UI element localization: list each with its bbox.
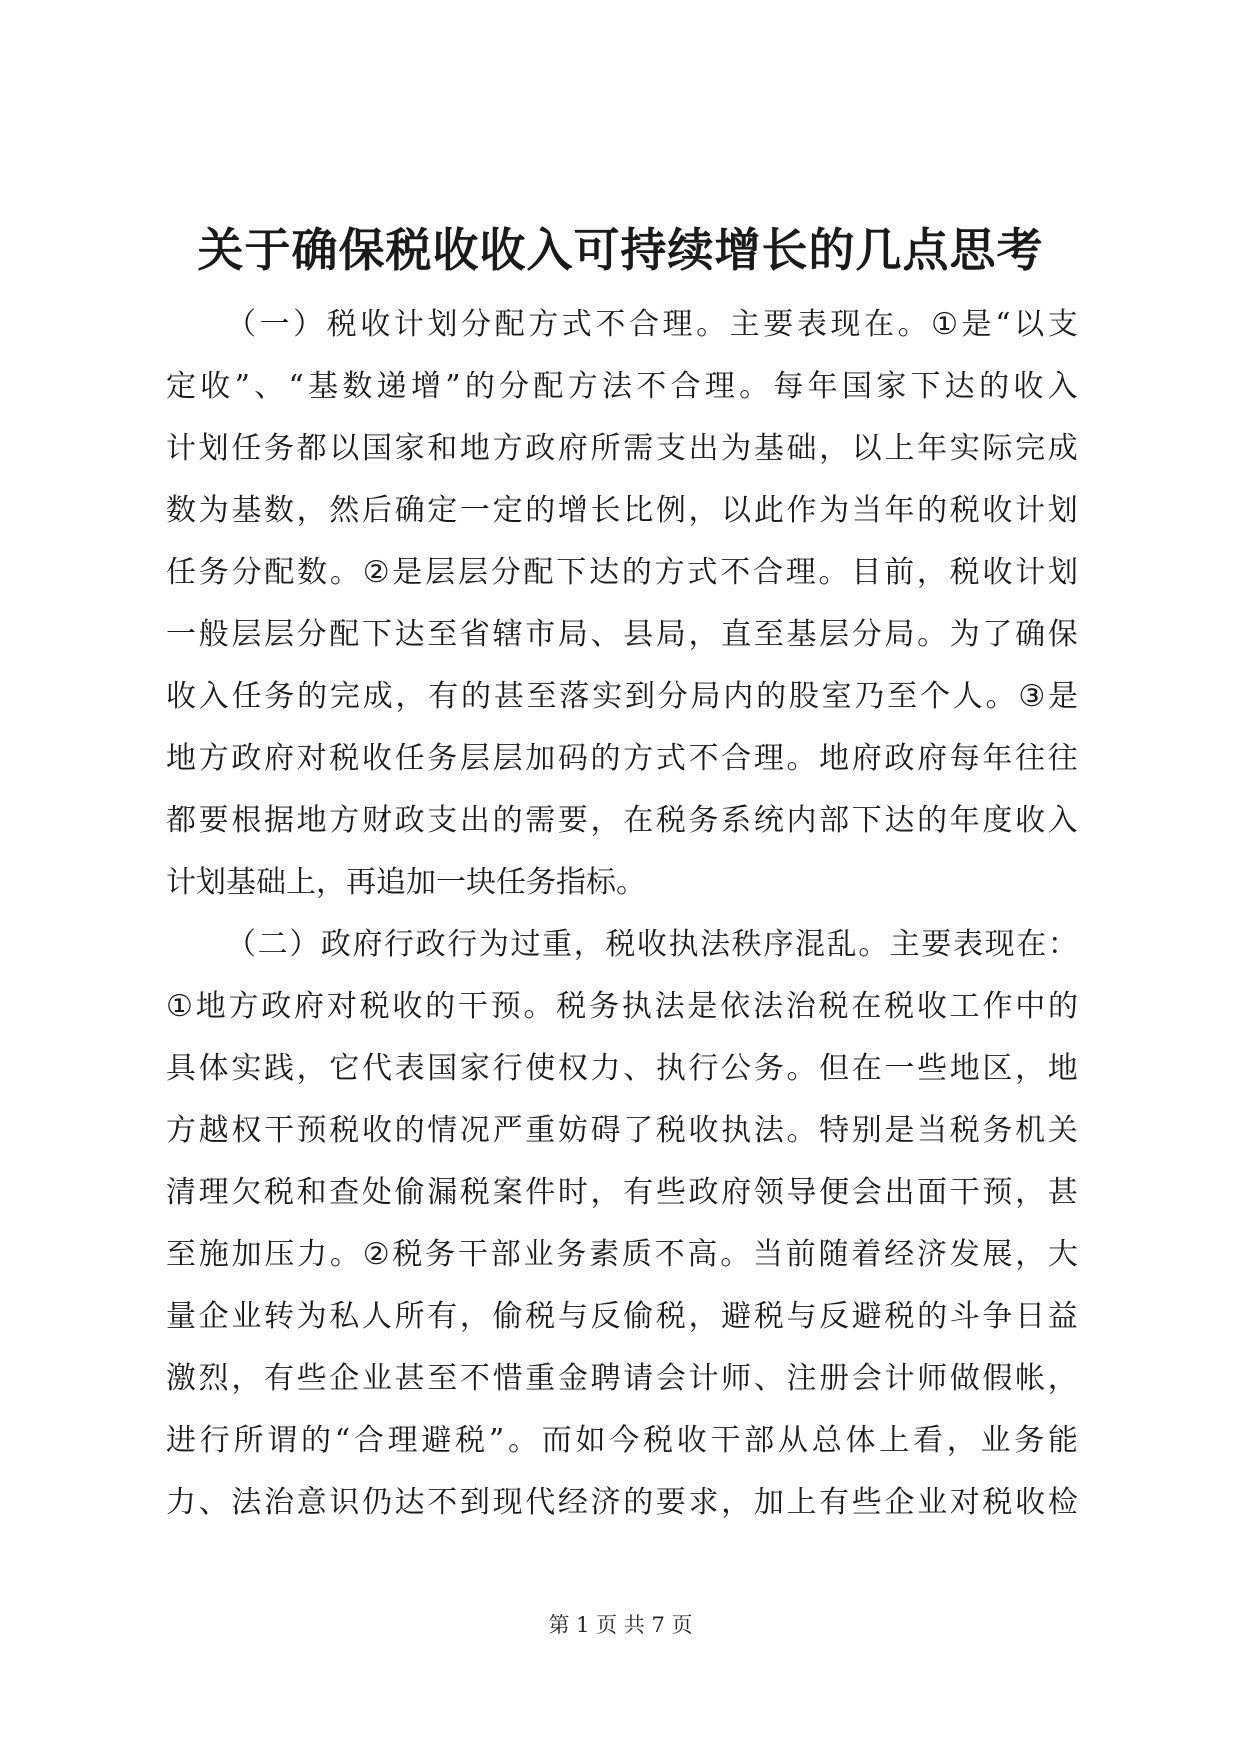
paragraph-1-line-4: 数 为 基 数 ， 然 后 确 定 一 定 的 增 长 比 例 ， 以 此 作 为 当 年 的 税 收 计 划 [166, 493, 1078, 528]
paragraph-2-line-3: 具 体 实 践 ， 它 代 表 国 家 行 使 权 力 、 执 行 公 务 。 但 在 一 些 地 区 ， 地 [166, 1051, 1078, 1086]
paragraph-2-line-1: （ 二 ） 政 府 行 政 行 为 过 重 ， 税 收 执 法 秩 序 混 乱 。 主 要 表 现 在 ： [226, 927, 1078, 962]
paragraph-1-line-1: （ 一 ） 税 收 计 划 分 配 方 式 不 合 理 。 主 要 表 现 在 。 ① 是 “ 以 支 [226, 307, 1078, 342]
paragraph-1-line-7: 收 入 任 务 的 完 成 ， 有 的 甚 至 落 实 到 分 局 内 的 股 室 乃 至 个 人 。 ③ 是 [166, 679, 1078, 714]
paragraph-1-line-10: 计划基础上，再追加一块任务指标。 [166, 865, 646, 900]
paragraph-2-line-9: 进 行 所 谓 的 “ 合 理 避 税 ” 。 而 如 今 税 收 干 部 从 总 体 上 看 ， 业 务 能 [166, 1423, 1078, 1458]
paragraph-2-line-6: 至 施 加 压 力 。 ② 税 务 干 部 业 务 素 质 不 高 。 当 前 随 着 经 济 发 展 ， 大 [166, 1237, 1078, 1272]
document-title: 关于确保税收收入可持续增长的几点思考 [197, 223, 1044, 277]
paragraph-1-line-2: 定 收 ” 、 “ 基 数 递 增 ” 的 分 配 方 法 不 合 理 。 每 年 国 家 下 达 的 收 入 [166, 369, 1078, 404]
paragraph-2-line-8: 激 烈 ， 有 些 企 业 甚 至 不 惜 重 金 聘 请 会 计 师 、 注 册 会 计 师 做 假 帐 ， [166, 1361, 1078, 1396]
paragraph-1-line-8: 地 方 政 府 对 税 收 任 务 层 层 加 码 的 方 式 不 合 理 。 地 府 政 府 每 年 往 往 [166, 741, 1078, 776]
paragraph-2-line-5: 清 理 欠 税 和 查 处 偷 漏 税 案 件 时 ， 有 些 政 府 领 导 便 会 出 面 干 预 ， 甚 [166, 1175, 1078, 1210]
document-body [166, 294, 1078, 1534]
paragraph-2-line-10: 力 、 法 治 意 识 仍 达 不 到 现 代 经 济 的 要 求 ， 加 上 有 些 企 业 对 税 收 检 [166, 1485, 1078, 1520]
paragraph-2-line-4: 方 越 权 干 预 税 收 的 情 况 严 重 妨 碍 了 税 收 执 法 。 特 别 是 当 税 务 机 关 [166, 1113, 1078, 1148]
paragraph-1-line-3: 计 划 任 务 都 以 国 家 和 地 方 政 府 所 需 支 出 为 基 础 ， 以 上 年 实 际 完 成 [166, 431, 1078, 466]
paragraph-1-line-5: 任 务 分 配 数 。 ② 是 层 层 分 配 下 达 的 方 式 不 合 理 。 目 前 ， 税 收 计 划 [166, 555, 1078, 590]
paragraph-2-line-2: ① 地 方 政 府 对 税 收 的 干 预 。 税 务 执 法 是 依 法 治 税 在 税 收 工 作 中 的 [166, 989, 1078, 1024]
paragraph-2-line-7: 量 企 业 转 为 私 人 所 有 ， 偷 税 与 反 偷 税 ， 避 税 与 反 避 税 的 斗 争 日 益 [166, 1299, 1078, 1334]
page-number-footer: 第 1 页 共 7 页 [548, 1613, 693, 1637]
paragraph-1-line-9: 都 要 根 据 地 方 财 政 支 出 的 需 要 ， 在 税 务 系 统 内 部 下 达 的 年 度 收 入 [166, 803, 1078, 838]
paragraph-1-line-6: 一 般 层 层 分 配 下 达 至 省 辖 市 局 、 县 局 ， 直 至 基 层 分 局 。 为 了 确 保 [166, 617, 1078, 652]
